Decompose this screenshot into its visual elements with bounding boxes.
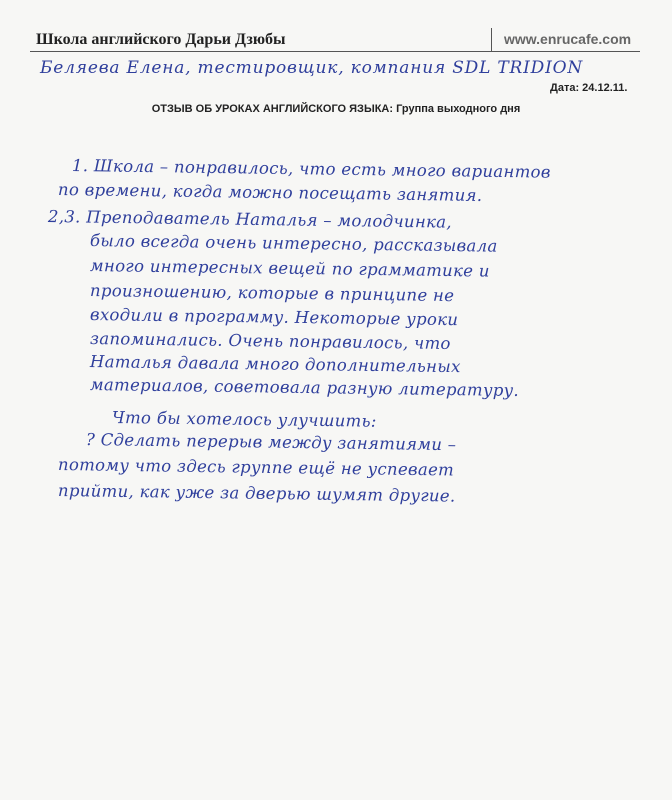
review-line: входили в программу. Некоторые уроки: [89, 305, 459, 330]
school-name: Школа английского Дарьи Дзюбы: [36, 31, 286, 48]
review-line: прийти, как уже за дверью шумят другие.: [57, 481, 456, 506]
page-title: ОТЗЫВ ОБ УРОКАХ АНГЛИЙСКОГО ЯЗЫКА: Группа выходного дня: [151, 103, 521, 115]
header-divider: [491, 28, 492, 52]
review-line: потому что здесь группе ещё не успевает: [57, 455, 455, 480]
author-line: Беляева Елена, тестировщик, компания SDL TRIDION: [40, 58, 584, 78]
review-line: Наталья давала много дополнительных: [89, 352, 461, 377]
website-link[interactable]: www.enrucafe.com: [504, 31, 632, 47]
review-line: было всегда очень интересно, рассказывала: [89, 231, 498, 256]
review-line: по времени, когда можно посещать занятия.: [57, 180, 483, 205]
improvement-heading: Что бы хотелось улучшить:: [111, 408, 377, 431]
review-date: Дата: 24.12.11.: [550, 82, 628, 94]
review-line: 1. Школа – понравилось, что есть много вариантов: [71, 156, 551, 182]
review-line: много интересных вещей по грамматике и: [89, 256, 490, 281]
review-line: материалов, советовала разную литературу.: [89, 375, 520, 400]
review-line: ? Сделать перерыв между занятиями –: [85, 430, 457, 455]
review-line: запоминались. Очень понравилось, что: [89, 329, 451, 354]
review-line: 2,3. Преподаватель Наталья – молодчинка,: [47, 207, 453, 232]
review-line: произношению, которые в принципе не: [89, 281, 455, 306]
header-rule: [30, 51, 640, 52]
